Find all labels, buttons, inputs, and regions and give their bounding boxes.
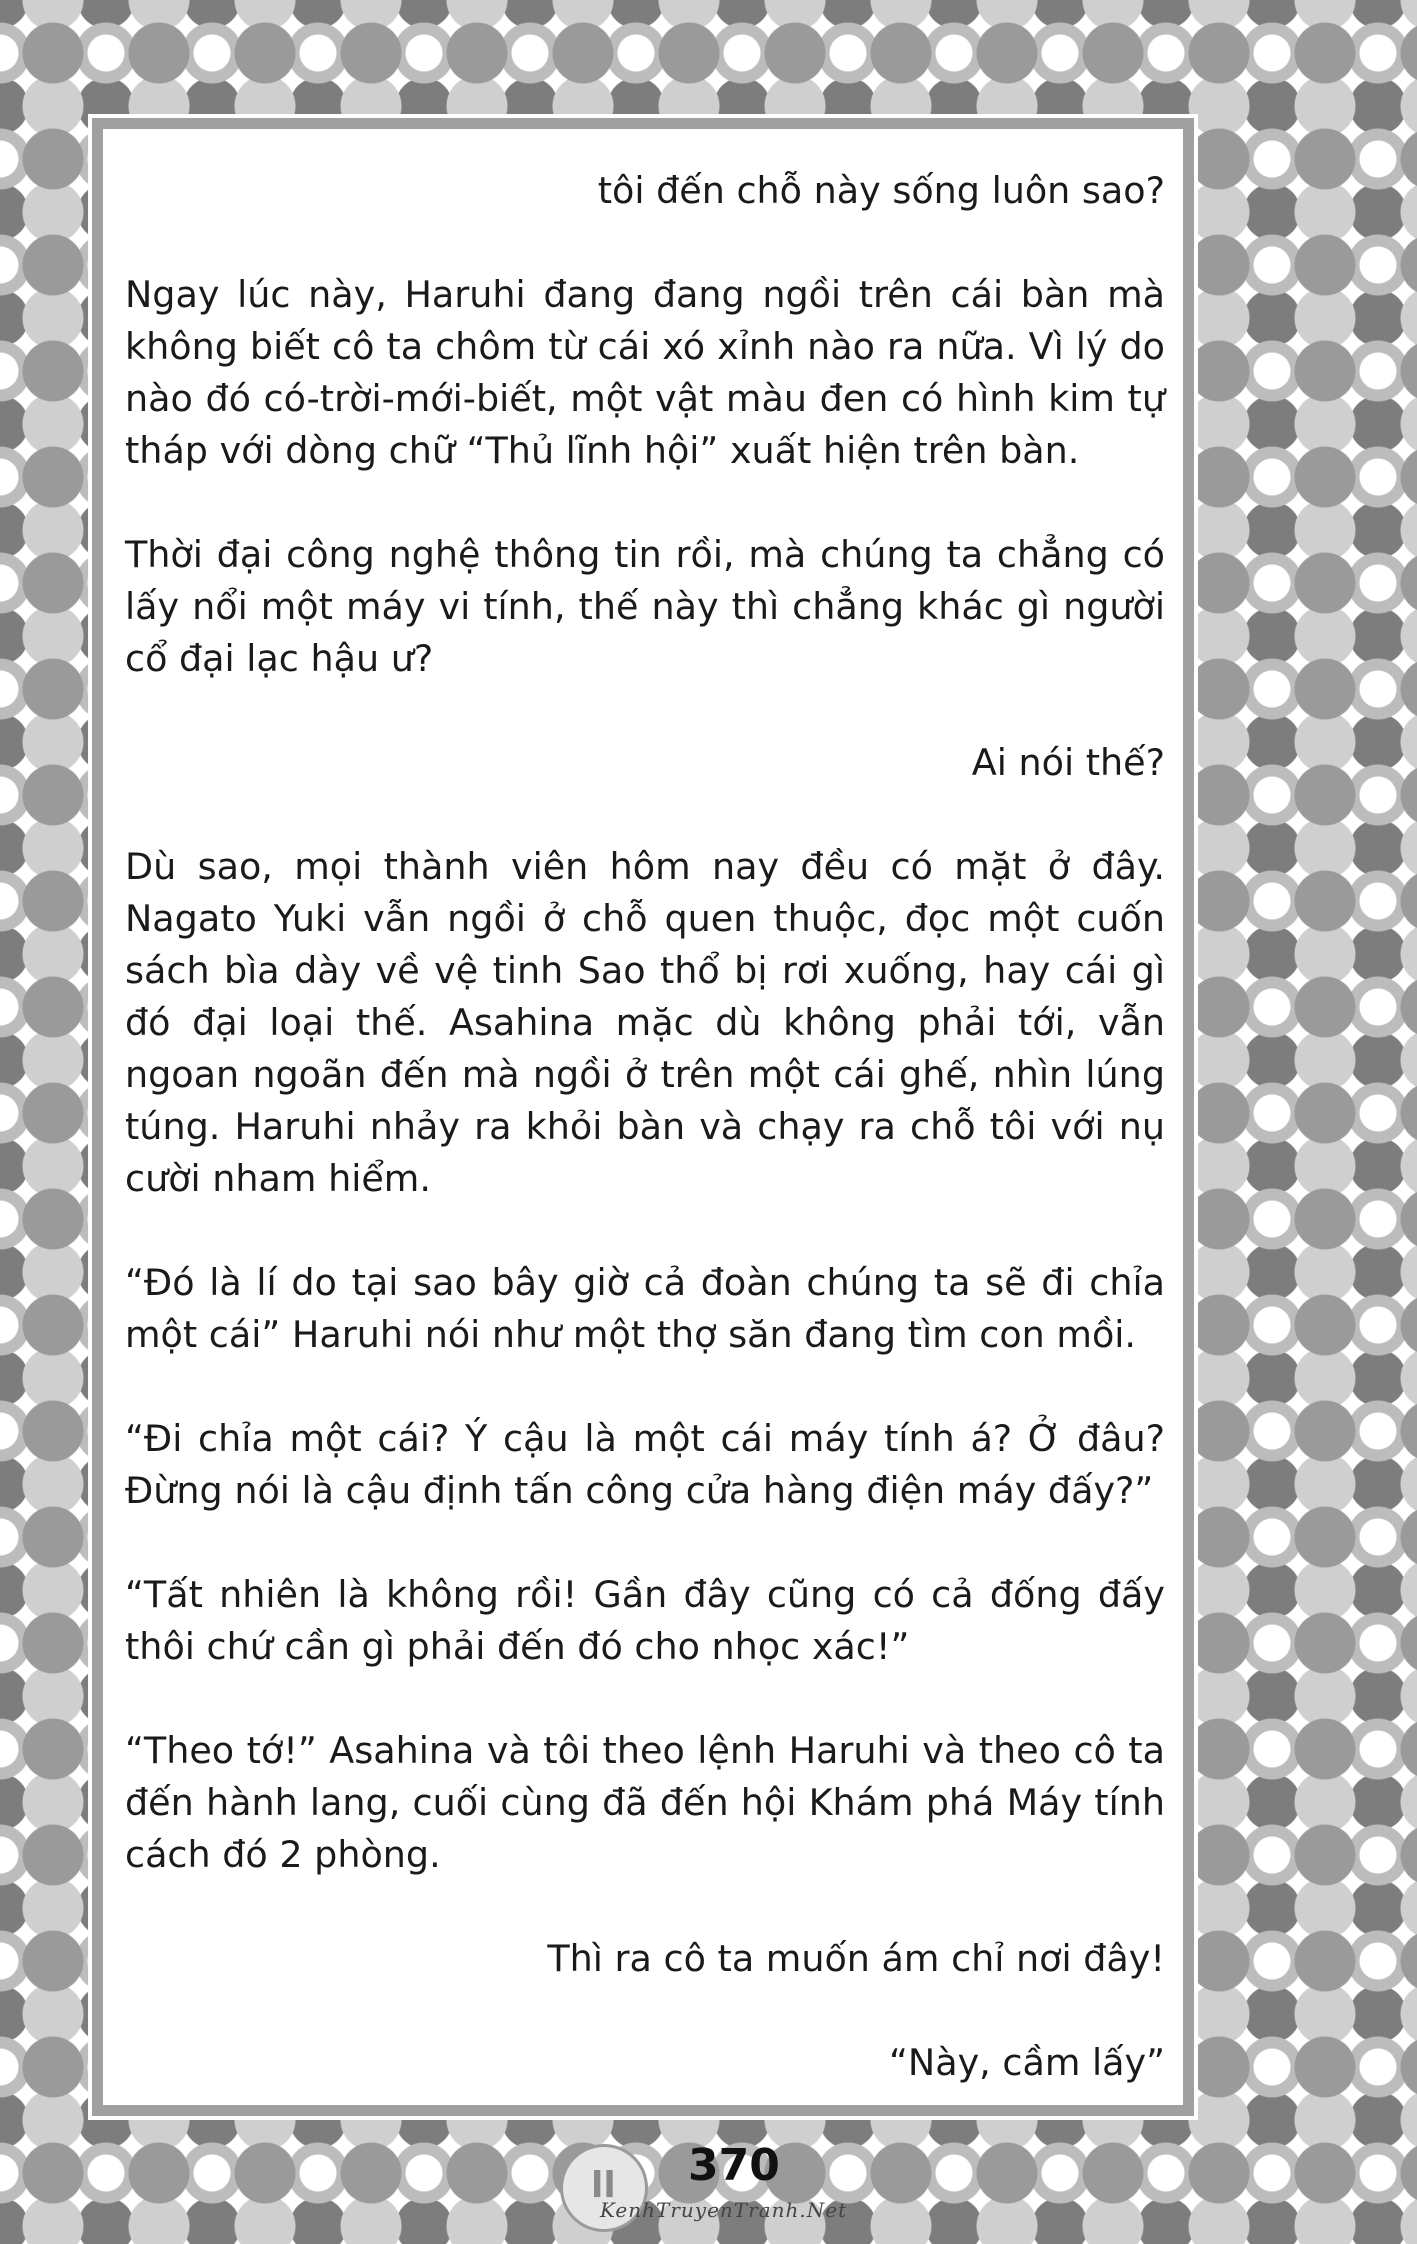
paragraph: tôi đến chỗ này sống luôn sao? bbox=[597, 169, 1165, 212]
paragraph: Ngay lúc này, Haruhi đang đang ngồi trên cái bàn mà không biết cô ta chôm từ cái xó xỉnh nào ra nữa. Vì lý do nào đó có-trời-mới-biết, một vật màu đen có hình kim tự tháp với dòng chữ “Thủ lĩnh hội” xuất hiện trên bàn. bbox=[125, 273, 1165, 472]
paragraph: “Này, cầm lấy” bbox=[889, 2041, 1165, 2084]
paragraph: Thời đại công nghệ thông tin rồi, mà chúng ta chẳng có lấy nổi một máy vi tính, thế này thì chẳng khác gì người cổ đại lạc hậu ư? bbox=[125, 533, 1165, 680]
paragraph: “Đó là lí do tại sao bây giờ cả đoàn chúng ta sẽ đi chỉa một cái” Haruhi nói như một thợ săn đang tìm con mồi. bbox=[125, 1261, 1165, 1356]
paragraph: Ai nói thế? bbox=[971, 741, 1165, 784]
paragraph: Dù sao, mọi thành viên hôm nay đều có mặt ở đây. Nagato Yuki vẫn ngồi ở chỗ quen thuộc, đọc một cuốn sách bìa dày về vệ tinh Sao thổ bị rơi xuống, hay cái gì đó đại loại thế. Asahina mặc dù không phải tới, vẫn ngoan ngoãn đến mà ngồi ở trên một cái ghế, nhìn lúng túng. Haruhi nhảy ra khỏi bàn và chạy ra chỗ tôi với nụ cười nham hiểm. bbox=[125, 845, 1165, 1200]
logo-glyph: ll bbox=[591, 2165, 616, 2206]
paragraph: “Tất nhiên là không rồi! Gần đây cũng có cả đống đấy thôi chứ cần gì phải đến đó cho nhọc xác!” bbox=[125, 1573, 1165, 1668]
page-footer bbox=[560, 2138, 860, 2238]
page-frame bbox=[92, 118, 1194, 2116]
watermark: KenhTruyenTranh.Net bbox=[600, 2198, 848, 2222]
page-number: 370 bbox=[688, 2140, 780, 2191]
body-text bbox=[125, 165, 1165, 2141]
paragraph: Thì ra cô ta muốn ám chỉ nơi đây! bbox=[547, 1937, 1165, 1980]
paragraph: “Đi chỉa một cái? Ý cậu là một cái máy tính á? Ở đâu? Đừng nói là cậu định tấn công cửa hàng điện máy đấy?” bbox=[125, 1417, 1165, 1512]
paragraph: “Theo tớ!” Asahina và tôi theo lệnh Haruhi và theo cô ta đến hành lang, cuối cùng đã đến hội Khám phá Máy tính cách đó 2 phòng. bbox=[125, 1729, 1165, 1876]
